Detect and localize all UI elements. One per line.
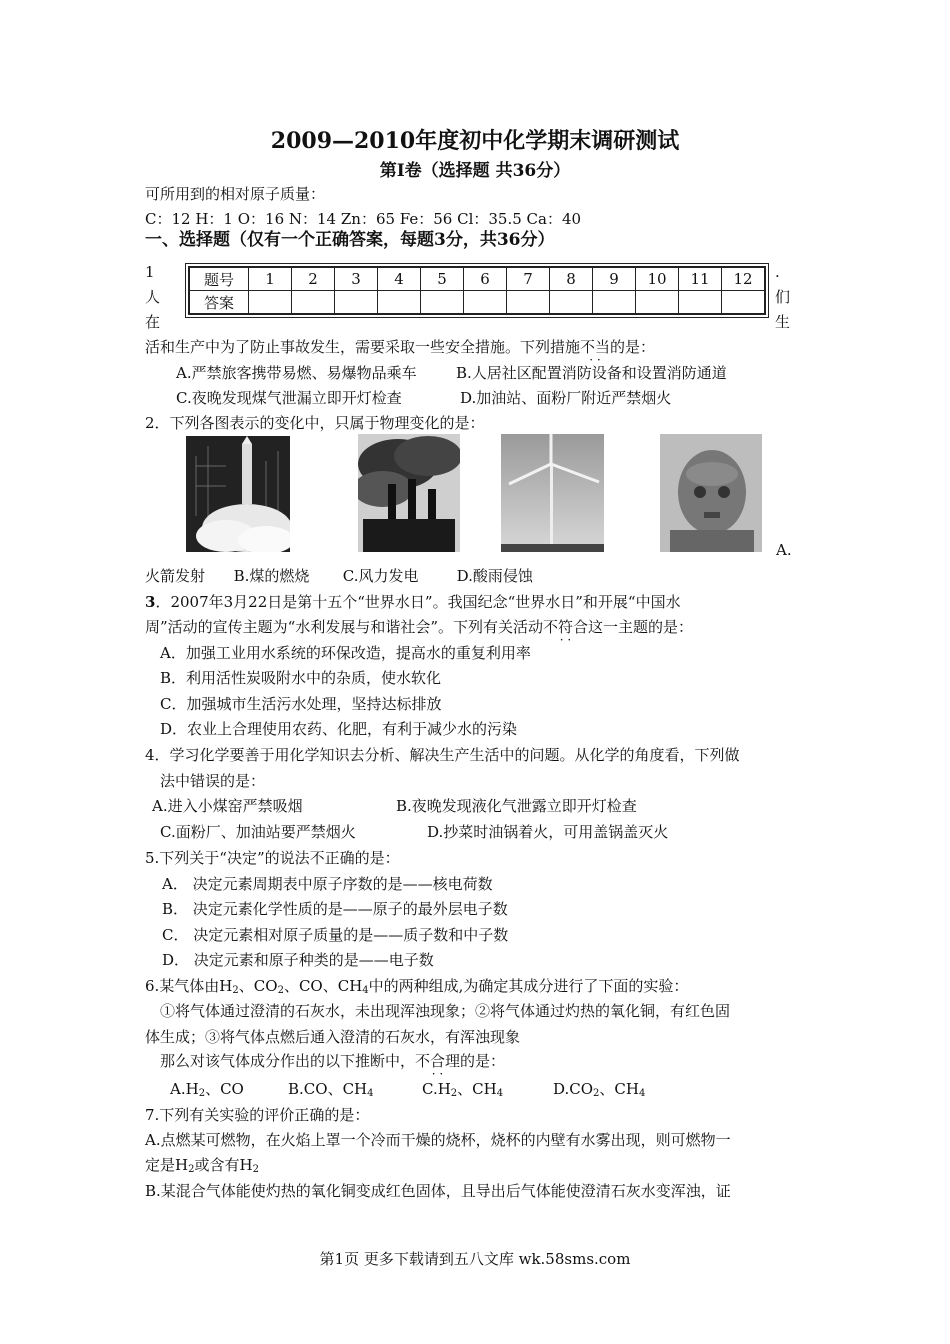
q6-line2: ①将气体通过澄清的石灰水，未出现浑浊现象；②将气体通过灼热的氧化铜，有红色固: [160, 1002, 731, 1020]
answer-cell[interactable]: [550, 291, 593, 315]
q5-option-c: C． 决定元素相对原子质量的是——质子数和中子数: [162, 926, 509, 944]
answer-table-number: 8: [550, 267, 593, 291]
q7-stem: 7.下列有关实验的评价正确的是：: [145, 1106, 370, 1124]
q6-stem: [145, 976, 688, 996]
q6-option-d-part: 、CH: [599, 1080, 639, 1098]
answer-table-number: 5: [421, 267, 464, 291]
answer-cell[interactable]: [421, 291, 464, 315]
answer-table-number: 7: [507, 267, 550, 291]
subscript: 4: [362, 985, 369, 996]
subscript: 2: [277, 985, 284, 996]
q7-option-a-line1: A.点燃某可燃物，在火焰上罩一个冷而干燥的烧杯，烧杯的内壁有水雾出现，则可燃物一: [145, 1131, 731, 1149]
answer-cell[interactable]: [507, 291, 550, 315]
q6-option-c: [422, 1079, 503, 1099]
q2-stem: 2．下列各图表示的变化中，只属于物理变化的是：: [145, 414, 485, 432]
q6-line4-text: 那么对该气体成分作出的以下推断中，: [160, 1052, 416, 1070]
q4-stem-line1: 4．学习化学要善于用化学知识去分析、解决生产生活中的问题。从化学的角度看，下列做: [145, 746, 740, 764]
q1-stem-end: 的是：: [610, 338, 656, 356]
q6-option-c-part: C.H: [422, 1080, 451, 1098]
q1-fragment-left-2: 人: [145, 288, 161, 306]
q2-trailing-option-a: A.: [776, 541, 792, 559]
q3-stem-line2: [145, 617, 693, 637]
subscript: 4: [638, 1088, 646, 1099]
atomic-mass-values: C：12 H：1 O：16 N：14 Zn：65 Fe：56 Cl：35.5 Ca：40: [145, 210, 582, 228]
coal-burning-image: [358, 434, 460, 552]
answer-cell[interactable]: [722, 291, 766, 315]
q3-option-d: D．农业上合理使用农药、化肥，有利于减少水的污染: [160, 720, 518, 738]
page-footer: 第1页 更多下载请到五八文库 wk.58sms.com: [319, 1250, 631, 1268]
q6-option-c-part: 、CH: [457, 1080, 497, 1098]
q5-option-b: B． 决定元素化学性质的是——原子的最外层电子数: [162, 900, 508, 918]
q6-stem-part: 6.某气体由H: [145, 977, 233, 995]
subscript: 2: [188, 1164, 195, 1175]
q7-option-a-line2: [145, 1155, 259, 1175]
answer-table-header-number: 题号: [189, 267, 249, 291]
q6-option-a-part: A.H: [170, 1080, 199, 1098]
answer-table-header-answer: 答案: [189, 291, 249, 315]
q2-option-labels: 火箭发射 B.煤的燃烧 C.风力发电 D.酸雨侵蚀: [145, 567, 533, 585]
q7-option-a-part: 或含有H: [194, 1156, 253, 1174]
answer-table-number: 3: [335, 267, 378, 291]
q1-fragment-right-2: 们: [775, 288, 791, 306]
answer-cell[interactable]: [292, 291, 335, 315]
q7-option-b-line1: B.某混合气体能使灼热的氧化铜变成红色固体，且导出后气体能使澄清石灰水变浑浊，证: [145, 1182, 731, 1200]
subscript: 4: [496, 1088, 504, 1099]
q6-option-b: [288, 1079, 374, 1099]
subscript: 2: [593, 1088, 600, 1099]
atomic-mass-label: 可所用到的相对原子质量：: [145, 185, 326, 203]
q4-stem-line2: 法中错误的是：: [160, 772, 266, 790]
answer-cell[interactable]: [636, 291, 679, 315]
q1-fragment-left-1: 1: [145, 263, 155, 281]
q5-stem: 5.下列关于“决定”的说法不正确的是：: [145, 849, 400, 867]
q5-option-d: D． 决定元素和原子种类的是——电子数: [162, 951, 434, 969]
q3-option-b: B．利用活性炭吸附水中的杂质，使水软化: [160, 669, 442, 687]
answer-cell[interactable]: [464, 291, 507, 315]
q1-option-c: C.夜晚发现煤气泄漏立即开灯检查: [176, 389, 402, 407]
answer-cell[interactable]: [679, 291, 722, 315]
q3-number: 3: [145, 593, 156, 611]
answer-cell[interactable]: [378, 291, 421, 315]
q1-option-a: A.严禁旅客携带易燃、易爆物品乘车: [176, 364, 417, 382]
q3-option-c: C．加强城市生活污水处理，坚持达标排放: [160, 695, 442, 713]
q7-option-a-part: 定是H: [145, 1156, 189, 1174]
answer-table-number: 10: [636, 267, 679, 291]
q1-fragment-right-1: .: [775, 263, 780, 281]
q1-stem-emphasis: 不当 · ·: [580, 338, 610, 356]
subscript: 2: [252, 1164, 259, 1175]
q3-stem-line1-text: ．2007年3月22日是第十五个“世界水日”。我国纪念“世界水日”和开展“中国水: [155, 593, 681, 611]
q6-option-d-part: D.CO: [553, 1080, 594, 1098]
answer-cell[interactable]: [593, 291, 636, 315]
answer-table-number: 9: [593, 267, 636, 291]
acid-rain-corrosion-image: [660, 434, 762, 552]
q6-line4-end: 的是：: [460, 1052, 506, 1070]
subscript: 2: [450, 1088, 458, 1099]
q6-line4-emphasis: 不合理 · ·: [415, 1052, 460, 1070]
q4-option-d: D.抄菜时油锅着火，可用盖锅盖灭火: [427, 823, 669, 841]
answer-table-number-row: [189, 267, 765, 291]
subscript: 4: [367, 1088, 374, 1099]
q1-stem-text: 活和生产中为了防止事故发生，需要采取一些安全措施。下列措施: [145, 338, 581, 356]
answer-table-number: 4: [378, 267, 421, 291]
q1-stem: [145, 337, 655, 357]
page-subtitle: 第I卷（选择题 共36分）: [379, 161, 571, 181]
answer-table-number: 11: [679, 267, 722, 291]
rocket-launch-image: [186, 436, 290, 552]
q1-option-b: B.人居社区配置消防设备和设置消防通道: [456, 364, 727, 382]
q6-option-b-part: B.CO、CH: [288, 1080, 368, 1098]
answer-table-number: 12: [722, 267, 766, 291]
answer-table-number: 1: [249, 267, 292, 291]
q3-stem-line1: [145, 592, 681, 612]
answer-cell[interactable]: [335, 291, 378, 315]
page-title: 2009—2010年度初中化学期末调研测试: [270, 128, 680, 154]
q1-option-d: D.加油站、面粉厂附近严禁烟火: [460, 389, 672, 407]
q6-option-a-part: 、CO: [205, 1080, 244, 1098]
answer-table-number: 2: [292, 267, 335, 291]
subscript: 2: [198, 1088, 206, 1099]
wind-power-image: [501, 434, 604, 552]
answer-table-number: 6: [464, 267, 507, 291]
q4-option-c: C.面粉厂、加油站要严禁烟火: [160, 823, 356, 841]
q6-option-d: [553, 1079, 645, 1099]
q3-stem-line2-end: 这一主题的是：: [588, 618, 694, 636]
q6-option-a: [170, 1079, 244, 1099]
q6-stem-part: 中的两种组成,为确定其成分进行了下面的实验：: [368, 977, 689, 995]
answer-cell[interactable]: [249, 291, 292, 315]
subscript: 2: [232, 985, 239, 996]
q5-option-a: A． 决定元素周期表中原子序数的是——核电荷数: [162, 875, 493, 893]
section-heading: 一、选择题（仅有一个正确答案，每题3分，共36分）: [145, 230, 555, 250]
q3-option-a: A．加强工业用水系统的环保改造，提高水的重复利用率: [160, 644, 531, 662]
q3-stem-line2-text: 周”活动的宣传主题为“水利发展与和谐社会”。下列有关活动: [145, 618, 544, 636]
answer-table-answer-row: [189, 291, 765, 315]
q4-option-b: B.夜晚发现液化气泄露立即开灯检查: [396, 797, 637, 815]
q1-fragment-left-3: 在: [145, 313, 161, 331]
q1-fragment-right-3: 生: [775, 313, 791, 331]
q4-option-a: A.进入小煤窑严禁吸烟: [152, 797, 303, 815]
q6-stem-part: 、CO: [238, 977, 278, 995]
q6-line3: 体生成；③将气体点燃后通入澄清的石灰水，有浑浊现象: [145, 1028, 521, 1046]
answer-table: [188, 266, 766, 315]
q3-stem-emphasis: 不符合 · ·: [543, 618, 588, 636]
q6-line4: [160, 1051, 505, 1071]
q6-stem-part: 、CO、CH: [283, 977, 363, 995]
